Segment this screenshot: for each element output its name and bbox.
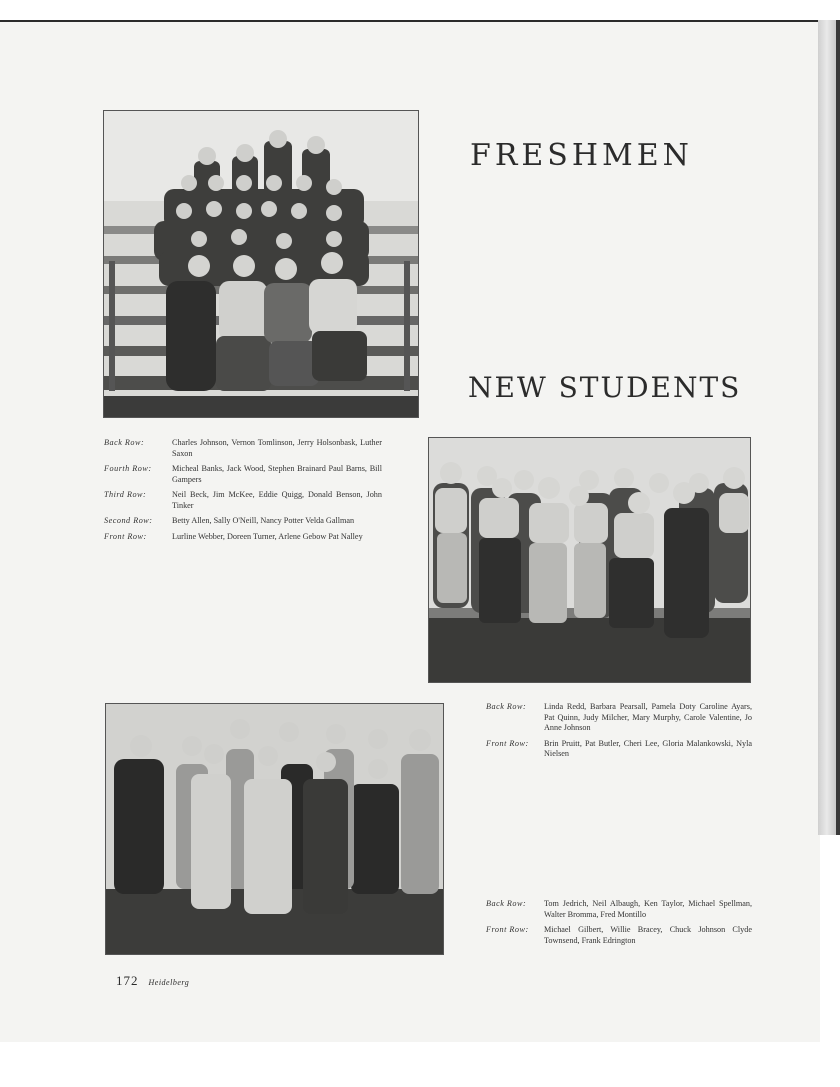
- row-names: Tom Jedrich, Neil Albaugh, Ken Taylor, Michael Spellman, Walter Bromma, Fred Montillo: [544, 899, 752, 919]
- caption-row: [486, 739, 752, 760]
- caption-row: [486, 702, 752, 734]
- new-boys-caption: [486, 899, 752, 951]
- new-students-girls-photo: [428, 437, 751, 683]
- page-number: 172: [116, 973, 139, 988]
- caption-row: [486, 925, 752, 946]
- row-label: Front Row:: [104, 531, 147, 541]
- caption-row: [104, 516, 382, 527]
- caption-row: [104, 532, 382, 543]
- row-label: Back Row:: [104, 438, 145, 447]
- freshmen-caption: [104, 438, 382, 547]
- row-names: Neil Beck, Jim McKee, Eddie Quigg, Donald Benson, John Tinker: [172, 490, 382, 510]
- row-label: Back Row:: [486, 702, 527, 711]
- row-label: Fourth Row:: [104, 464, 152, 473]
- row-label: Front Row:: [486, 738, 529, 748]
- freshmen-group-photo: [103, 110, 419, 418]
- binding-edge: [836, 20, 840, 835]
- row-names: Betty Allen, Sally O'Neill, Nancy Potter Velda Gallman: [172, 516, 355, 525]
- caption-row: [104, 464, 382, 485]
- page-footer: [116, 973, 189, 989]
- row-names: Brin Pruitt, Pat Butler, Cheri Lee, Gloria Malankowski, Nyla Nielsen: [544, 738, 752, 758]
- section-title-new-students: NEW STUDENTS: [468, 371, 742, 404]
- caption-row: [486, 899, 752, 920]
- page-title-freshmen: FRESHMEN: [470, 138, 693, 173]
- row-names: Micheal Banks, Jack Wood, Stephen Brainard Paul Barns, Bill Gampers: [172, 464, 382, 484]
- row-label: Second Row:: [104, 516, 153, 525]
- row-label: Back Row:: [486, 899, 527, 908]
- new-students-boys-photo: [105, 703, 444, 955]
- caption-row: [104, 438, 382, 459]
- row-names: Charles Johnson, Vernon Tomlinson, Jerry Holsonbask, Luther Saxon: [172, 438, 382, 458]
- new-girls-caption: [486, 702, 752, 765]
- row-names: Michael Gilbert, Willie Bracey, Chuck Johnson Clyde Townsend, Frank Edrington: [544, 925, 752, 945]
- row-label: Front Row:: [486, 925, 529, 934]
- row-names: Linda Redd, Barbara Pearsall, Pamela Doty Caroline Ayars, Pat Quinn, Judy Milcher, Mary Murphy, Carole Valentine, Jo Anne Johnson: [544, 702, 752, 732]
- row-label: Third Row:: [104, 490, 147, 499]
- row-names: Lurline Webber, Doreen Turner, Arlene Gebow Pat Nalley: [172, 531, 363, 541]
- footer-title: Heidelberg: [148, 978, 190, 987]
- caption-row: [104, 490, 382, 511]
